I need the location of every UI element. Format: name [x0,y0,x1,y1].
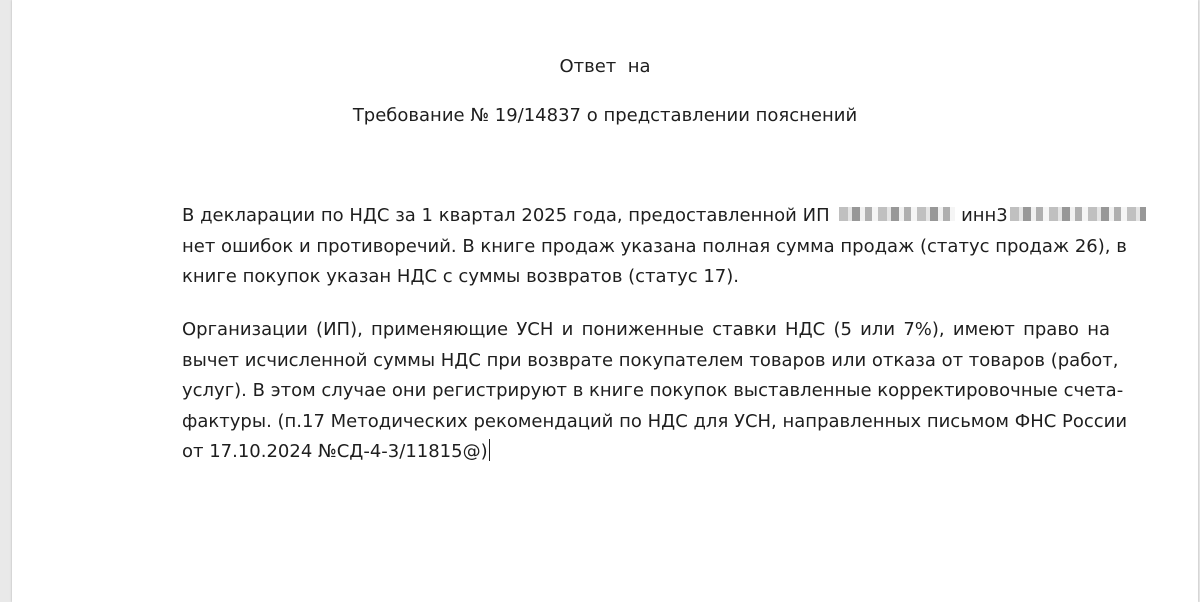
paragraph-usn-explanation [182,315,1128,468]
inn-label: инн3 [961,205,1008,226]
paragraph-line [182,437,1110,468]
document-page[interactable] [12,0,1198,602]
paragraph-line [182,201,1110,232]
declaration-text: В декларации по НДС за 1 квартал 2025 года, предоставленной ИП [182,205,836,226]
heading-reply: Ответ на [559,56,651,77]
redacted-inn-block [1010,207,1146,221]
reference-text: от 17.10.2024 №СД-4-3/11815@) [182,441,488,462]
paragraph-line: книге покупок указан НДС с суммы возвратов (статус 17). [182,266,739,287]
paragraph-line: фактуры. (п.17 Методических рекомендаций по НДС для УСН, направленных письмом ФНС России [182,410,1128,432]
paragraph-line: вычет исчисленной суммы НДС при возврате покупателем товаров или отказа от товаров (работ, [182,349,1119,371]
paragraph-line: нет ошибок и противоречий. В книге продаж указана полная сумма продаж (статус продаж 26), в [182,235,1127,257]
paragraph-line: услуг). В этом случае они регистрируют в книге покупок выставленные корректировочные счета- [182,380,1124,401]
paragraph-declaration [182,201,1127,293]
redacted-name-block [839,207,955,221]
text-cursor [489,439,490,461]
paragraph-line: Организации (ИП), применяющие УСН и пониженные ставки НДС (5 или 7%), имеют право на [182,319,1110,340]
heading-request-title: Требование № 19/14837 о представлении пояснений [352,105,858,126]
